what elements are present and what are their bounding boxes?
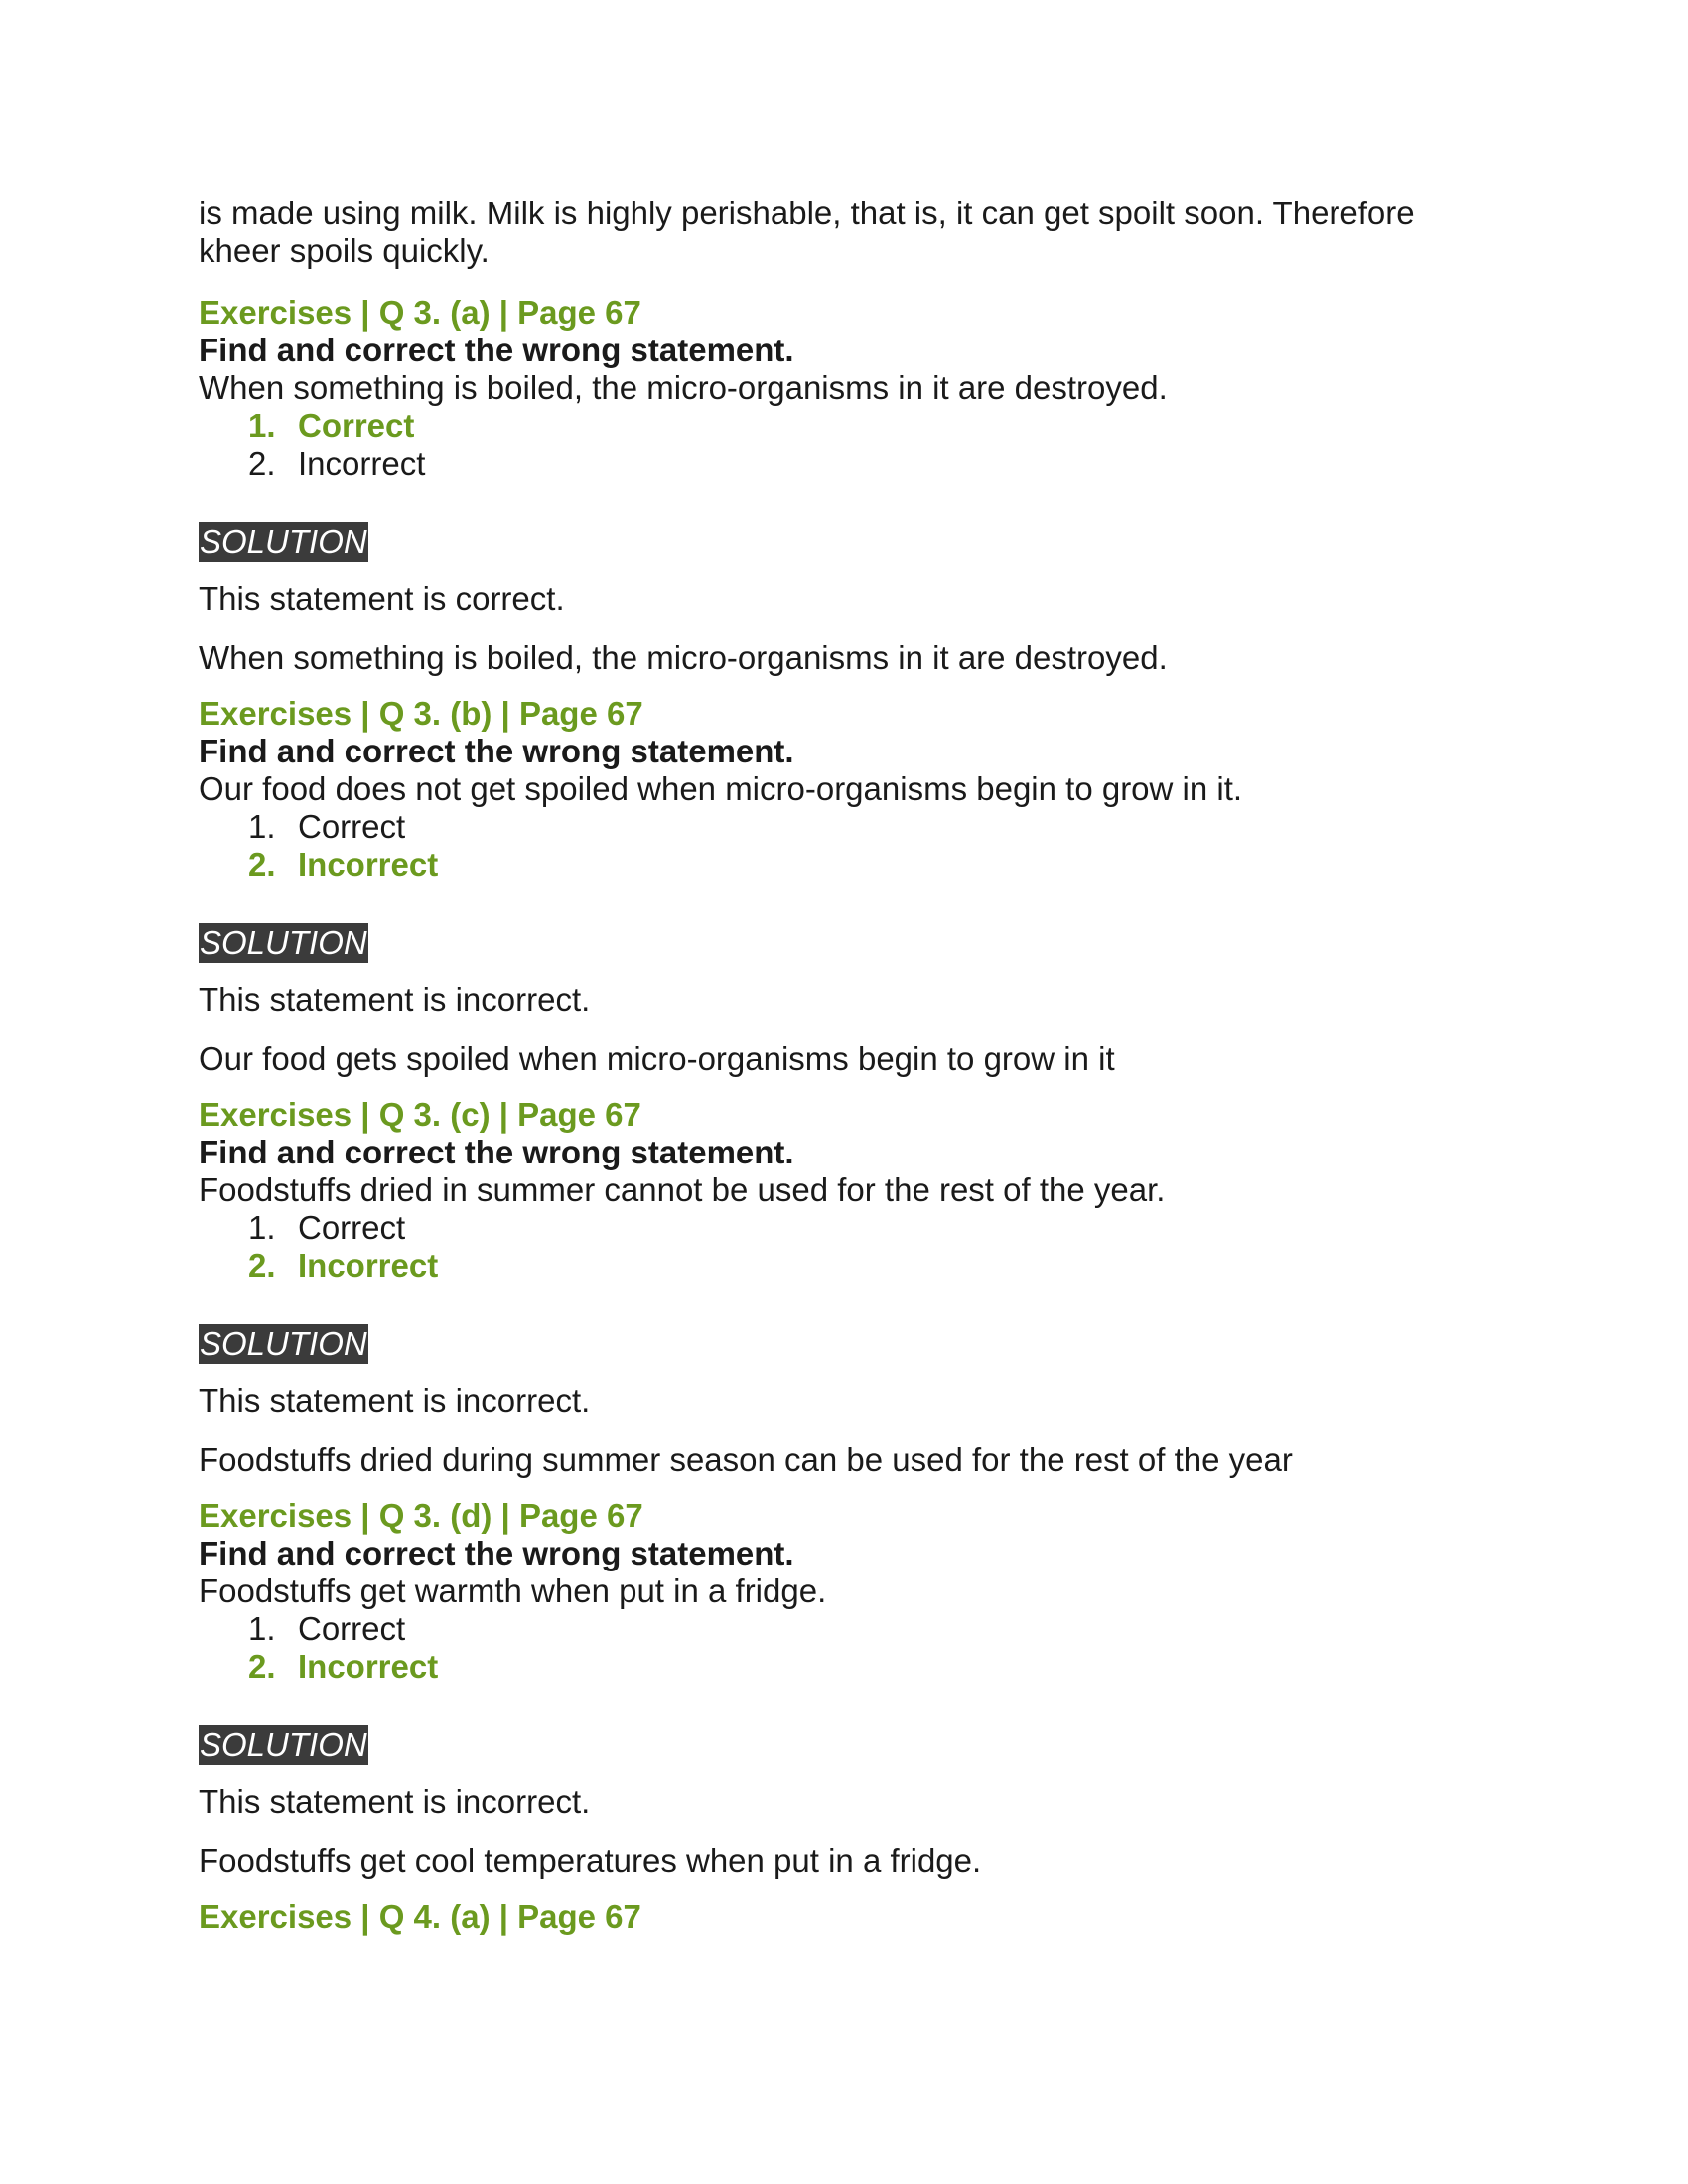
solution-explanation: Our food gets spoiled when micro-organisms begin to grow in it <box>199 1040 1115 1077</box>
solution-explanation: Foodstuffs get cool temperatures when put in a fridge. <box>199 1843 982 1879</box>
answer-options <box>248 808 1489 884</box>
option-incorrect[interactable] <box>248 1247 1489 1285</box>
question-statement: Foodstuffs dried in summer cannot be used for the rest of the year. <box>199 1171 1166 1208</box>
option-number: 2. <box>248 1648 276 1685</box>
answer-options <box>248 1610 1489 1686</box>
exercise-section <box>199 1497 1489 1880</box>
option-number: 1. <box>248 1610 276 1647</box>
document-page <box>199 195 1489 1936</box>
option-number: 1. <box>248 407 276 444</box>
option-number: 2. <box>248 445 276 481</box>
option-correct[interactable] <box>248 1610 1489 1648</box>
exercise-section <box>199 294 1489 677</box>
option-number: 1. <box>248 808 276 845</box>
option-label: Incorrect <box>298 1648 439 1685</box>
solution-badge: SOLUTION <box>200 1726 367 1763</box>
exercise-heading[interactable]: Exercises | Q 3. (d) | Page 67 <box>199 1497 643 1534</box>
question-prompt: Find and correct the wrong statement. <box>199 332 794 368</box>
option-label: Correct <box>298 1610 406 1647</box>
exercise-section <box>199 1096 1489 1479</box>
solution-verdict: This statement is incorrect. <box>199 981 591 1018</box>
option-correct[interactable] <box>248 1209 1489 1247</box>
solution-badge: SOLUTION <box>200 1325 367 1362</box>
intro-line: kheer spoils quickly. <box>199 232 490 269</box>
intro-paragraph <box>199 195 1489 270</box>
exercise-heading[interactable]: Exercises | Q 3. (c) | Page 67 <box>199 1096 641 1133</box>
option-number: 2. <box>248 846 276 883</box>
solution-verdict: This statement is incorrect. <box>199 1382 591 1419</box>
intro-line: is made using milk. Milk is highly perishable, that is, it can get spoilt soon. Therefore <box>199 195 1415 231</box>
option-label: Correct <box>298 1209 406 1246</box>
option-correct[interactable] <box>248 407 1489 445</box>
option-label: Incorrect <box>298 445 426 481</box>
solution-verdict: This statement is correct. <box>199 580 565 616</box>
solution-explanation: When something is boiled, the micro-organisms in it are destroyed. <box>199 639 1168 676</box>
exercise-section <box>199 695 1489 1078</box>
answer-options <box>248 407 1489 482</box>
question-statement: When something is boiled, the micro-organisms in it are destroyed. <box>199 369 1168 406</box>
option-label: Incorrect <box>298 846 439 883</box>
option-incorrect[interactable] <box>248 846 1489 884</box>
question-statement: Our food does not get spoiled when micro-organisms begin to grow in it. <box>199 770 1243 807</box>
question-prompt: Find and correct the wrong statement. <box>199 1134 794 1170</box>
exercise-heading[interactable]: Exercises | Q 3. (a) | Page 67 <box>199 294 641 331</box>
answer-options <box>248 1209 1489 1285</box>
solution-explanation: Foodstuffs dried during summer season can be used for the rest of the year <box>199 1441 1293 1478</box>
solution-badge: SOLUTION <box>200 924 367 961</box>
option-label: Incorrect <box>298 1247 439 1284</box>
exercise-heading[interactable]: Exercises | Q 3. (b) | Page 67 <box>199 695 643 732</box>
solution-verdict: This statement is incorrect. <box>199 1783 591 1820</box>
question-prompt: Find and correct the wrong statement. <box>199 1535 794 1571</box>
solution-badge: SOLUTION <box>200 523 367 560</box>
option-incorrect[interactable] <box>248 1648 1489 1686</box>
exercise-heading-next[interactable]: Exercises | Q 4. (a) | Page 67 <box>199 1898 641 1935</box>
option-number: 1. <box>248 1209 276 1246</box>
option-correct[interactable] <box>248 808 1489 846</box>
question-statement: Foodstuffs get warmth when put in a fridge. <box>199 1572 827 1609</box>
option-number: 2. <box>248 1247 276 1284</box>
option-label: Correct <box>298 808 406 845</box>
option-label: Correct <box>298 407 415 444</box>
question-prompt: Find and correct the wrong statement. <box>199 733 794 769</box>
option-incorrect[interactable] <box>248 445 1489 482</box>
